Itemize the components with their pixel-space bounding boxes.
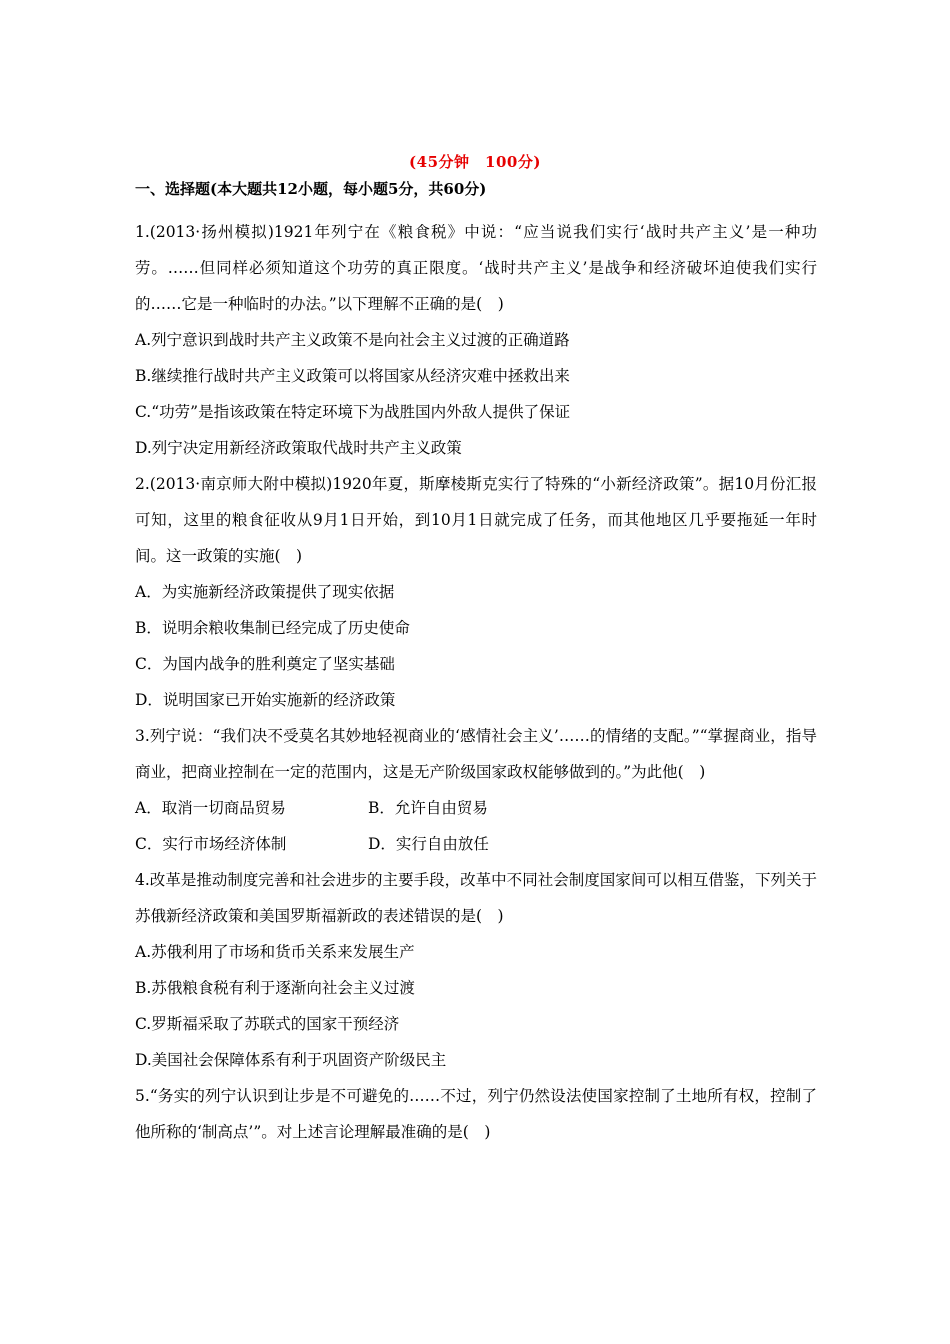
question-4-option-a: A.苏俄利用了市场和货币关系来发展生产 <box>135 943 415 961</box>
question-5-stem: 5.“务实的列宁认识到让步是不可避免的……不过，列宁仍然设法使国家控制了土地所有权，控制了他所称的‘制高点’”。对上述言论理解最准确的是( ) <box>135 1087 817 1141</box>
question-1-option-c: C.“功劳”是指该政策在特定环境下为战胜国内外敌人提供了保证 <box>135 403 571 421</box>
question-5 <box>135 1078 817 1150</box>
question-4-option-d: D.美国社会保障体系有利于巩固资产阶级民主 <box>135 1051 447 1069</box>
question-1-stem: 1.(2013·扬州模拟)1921年列宁在《粮食税》中说：“应当说我们实行‘战时共产主义’是一种功劳。……但同样必须知道这个功劳的真正限度。‘战时共产主义’是战争和经济破坏迫使我们实行的……它是一种临时的办法。”以下理解不正确的是( ) <box>135 223 817 313</box>
question-1 <box>135 214 817 466</box>
question-4-option-b: B.苏俄粮食税有利于逐渐向社会主义过渡 <box>135 979 415 997</box>
question-3-options-row-1 <box>135 790 817 826</box>
question-3-options-row-2 <box>135 826 817 862</box>
section-title: 一、选择题(本大题共12小题，每小题5分，共60分) <box>135 180 487 198</box>
question-1-option-b: B.继续推行战时共产主义政策可以将国家从经济灾难中拯救出来 <box>135 367 570 385</box>
question-1-option-d: D.列宁决定用新经济政策取代战时共产主义政策 <box>135 439 462 457</box>
question-3-option-b: B．允许自由贸易 <box>368 799 488 817</box>
question-2 <box>135 466 817 718</box>
question-2-option-d: D．说明国家已开始实施新的经济政策 <box>135 691 396 709</box>
question-4 <box>135 862 817 1078</box>
question-3 <box>135 718 817 862</box>
question-2-stem: 2.(2013·南京师大附中模拟)1920年夏，斯摩棱斯克实行了特殊的“小新经济政策”。据10月份汇报可知，这里的粮食征收从9月1日开始，到10月1日就完成了任务，而其他地区几乎要拖延一年时间。这一政策的实施( ) <box>135 475 817 565</box>
question-3-option-d: D．实行自由放任 <box>368 835 489 853</box>
question-3-option-a: A．取消一切商品贸易 <box>135 799 286 817</box>
question-1-option-a: A.列宁意识到战时共产主义政策不是向社会主义过渡的正确道路 <box>135 331 570 349</box>
exam-time-score: (45分钟 100分) <box>409 153 541 171</box>
question-2-option-c: C．为国内战争的胜利奠定了坚实基础 <box>135 655 395 673</box>
question-list <box>135 214 817 1150</box>
question-3-stem: 3.列宁说：“我们决不受莫名其妙地轻视商业的‘感情社会主义’……的情绪的支配。”“掌握商业，指导商业，把商业控制在一定的范围内，这是无产阶级国家政权能够做到的。”为此他( ) <box>135 727 817 781</box>
question-4-stem: 4.改革是推动制度完善和社会进步的主要手段，改革中不同社会制度国家间可以相互借鉴，下列关于苏俄新经济政策和美国罗斯福新政的表述错误的是( ) <box>135 871 817 925</box>
question-2-option-b: B．说明余粮收集制已经完成了历史使命 <box>135 619 410 637</box>
question-4-option-c: C.罗斯福采取了苏联式的国家干预经济 <box>135 1015 400 1033</box>
question-2-option-a: A．为实施新经济政策提供了现实依据 <box>135 583 395 601</box>
question-3-option-c: C．实行市场经济体制 <box>135 835 287 853</box>
